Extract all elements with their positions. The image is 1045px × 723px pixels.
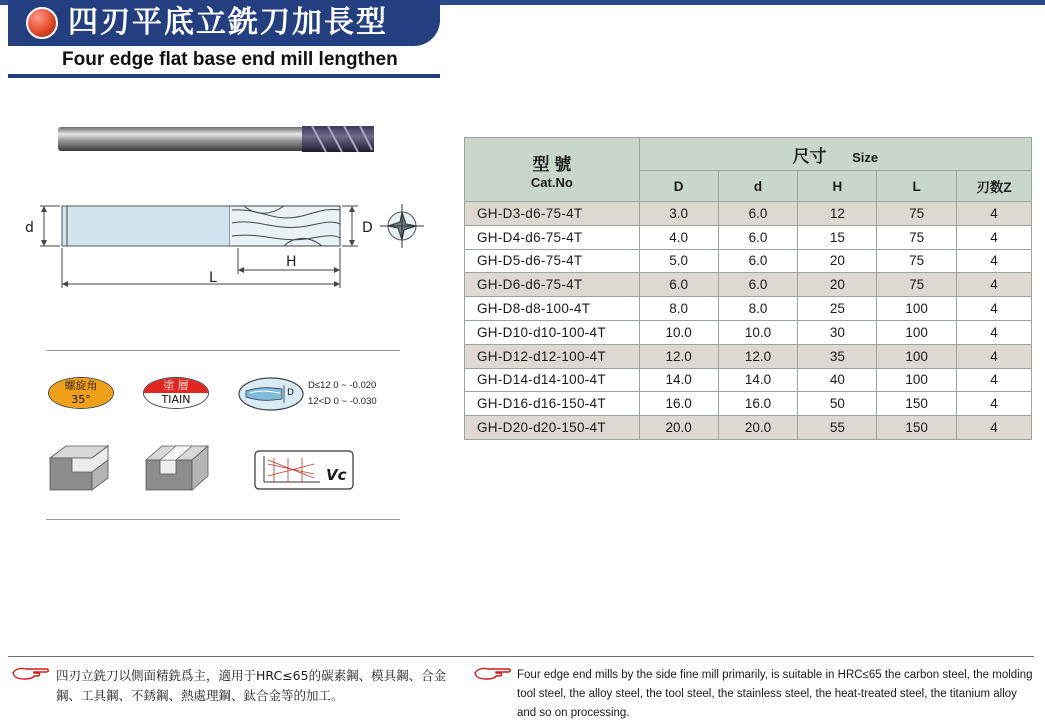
slot-milling-block-icon [142, 436, 212, 494]
cell-d: 14.0 [718, 368, 798, 392]
footer-description-en: Four edge end mills by the side fine mill primarily, is suitable in HRC≤65 the carbon steel, the molding tool steel, the alloy steel, the tool steel, the stainless steel, the heat-treated steel, the titanium alloy and so on processing. [517, 669, 1033, 719]
cell-D: 5.0 [639, 249, 718, 273]
cell-cat: GH-D8-d8-100-4T [465, 297, 640, 321]
spec-table [464, 137, 1032, 440]
table-row [465, 320, 1032, 344]
cell-Z: 4 [957, 416, 1032, 440]
cell-cat: GH-D14-d14-100-4T [465, 368, 640, 392]
cell-H: 35 [798, 344, 877, 368]
cell-cat: GH-D6-d6-75-4T [465, 273, 640, 297]
cell-D: 6.0 [639, 273, 718, 297]
cell-D: 16.0 [639, 392, 718, 416]
cell-L: 150 [877, 392, 957, 416]
cell-cat: GH-D20-d20-150-4T [465, 416, 640, 440]
end-mill-dimension-drawing [22, 188, 430, 296]
cell-Z: 4 [957, 249, 1032, 273]
cell-Z: 4 [957, 202, 1032, 226]
title-underline [8, 74, 440, 78]
cell-Z: 4 [957, 392, 1032, 416]
coating-label: 塗 層 [144, 378, 208, 393]
table-row [465, 344, 1032, 368]
cell-H: 25 [798, 297, 877, 321]
footer-description-cn: 四刃立銑刀以側面精銑爲主，適用于HRC≤65的碳素鋼、模具鋼、合金鋼、工具鋼、不銹鋼、熱處理鋼、鈦合金等的加工。 [56, 668, 447, 703]
cell-L: 75 [877, 249, 957, 273]
catno-header [465, 138, 640, 202]
table-row [465, 392, 1032, 416]
cell-D: 12.0 [639, 344, 718, 368]
dim-label-d: d [25, 220, 34, 236]
coating-value: TIAIN [144, 393, 208, 408]
cell-H: 20 [798, 249, 877, 273]
cell-d: 16.0 [718, 392, 798, 416]
cell-cat: GH-D3-d6-75-4T [465, 202, 640, 226]
cell-cat: GH-D5-d6-75-4T [465, 249, 640, 273]
helix-angle-value: 35° [49, 393, 113, 408]
dim-label-H: H [286, 254, 297, 270]
dim-label-L: L [209, 270, 217, 286]
table-row [465, 416, 1032, 440]
coating-badge [143, 377, 209, 409]
cell-L: 100 [877, 344, 957, 368]
table-row [465, 273, 1032, 297]
size-header-cn: 尺寸 [792, 146, 827, 166]
cell-d: 6.0 [718, 249, 798, 273]
footer-divider [8, 656, 1034, 657]
cell-L: 75 [877, 273, 957, 297]
helix-angle-label: 螺旋角 [49, 378, 113, 393]
cell-d: 10.0 [718, 320, 798, 344]
cell-D: 10.0 [639, 320, 718, 344]
cell-L: 100 [877, 368, 957, 392]
cell-L: 100 [877, 297, 957, 321]
cell-H: 30 [798, 320, 877, 344]
table-row [465, 202, 1032, 226]
cell-d: 6.0 [718, 273, 798, 297]
cell-cat: GH-D12-d12-100-4T [465, 344, 640, 368]
cell-H: 50 [798, 392, 877, 416]
cell-Z: 4 [957, 297, 1032, 321]
col-header-H: H [798, 171, 877, 202]
catno-header-cn: 型 號 [532, 154, 572, 174]
cell-d: 12.0 [718, 344, 798, 368]
helix-angle-badge [48, 377, 114, 409]
page-subtitle: Four edge flat base end mill lengthen [62, 49, 398, 70]
table-row [465, 368, 1032, 392]
table-row [465, 225, 1032, 249]
side-milling-block-icon [46, 436, 112, 494]
cell-D: 3.0 [639, 202, 718, 226]
cell-cat: GH-D16-d16-150-4T [465, 392, 640, 416]
table-row [465, 249, 1032, 273]
cell-d: 8.0 [718, 297, 798, 321]
cell-Z: 4 [957, 273, 1032, 297]
cutting-speed-label: Vc [326, 466, 347, 484]
col-header-d: d [718, 171, 798, 202]
feature-divider-top [46, 350, 400, 351]
cell-D: 8.0 [639, 297, 718, 321]
cell-cat: GH-D4-d6-75-4T [465, 225, 640, 249]
cell-d: 20.0 [718, 416, 798, 440]
cell-H: 20 [798, 273, 877, 297]
dim-label-D: D [362, 220, 373, 236]
cell-d: 6.0 [718, 225, 798, 249]
cell-H: 55 [798, 416, 877, 440]
tolerance-line-2: 12<D 0 ~ -0.030 [308, 396, 377, 407]
tolerance-D-label: D [287, 388, 294, 398]
pointing-hand-icon [474, 666, 512, 680]
cell-H: 40 [798, 368, 877, 392]
cell-Z: 4 [957, 368, 1032, 392]
tolerance-icon [238, 377, 304, 411]
cell-Z: 4 [957, 344, 1032, 368]
page-title: 四刃平底立銑刀加長型 [68, 5, 388, 40]
cell-D: 4.0 [639, 225, 718, 249]
cell-Z: 4 [957, 320, 1032, 344]
tolerance-line-1: D≤12 0 ~ -0.020 [308, 380, 377, 391]
cell-cat: GH-D10-d10-100-4T [465, 320, 640, 344]
feature-divider-bottom [46, 519, 400, 520]
cell-D: 20.0 [639, 416, 718, 440]
end-mill-photo [56, 122, 378, 156]
title-band [8, 0, 440, 46]
cell-L: 100 [877, 320, 957, 344]
size-header-en: Size [852, 149, 879, 165]
cell-L: 75 [877, 225, 957, 249]
cell-H: 12 [798, 202, 877, 226]
cell-D: 14.0 [639, 368, 718, 392]
cell-L: 150 [877, 416, 957, 440]
cell-d: 6.0 [718, 202, 798, 226]
table-row [465, 297, 1032, 321]
catno-header-en: Cat.No [530, 174, 573, 190]
col-header-Z: 刃数Z [957, 171, 1032, 202]
col-header-L: L [877, 171, 957, 202]
cell-H: 15 [798, 225, 877, 249]
cell-Z: 4 [957, 225, 1032, 249]
size-header [639, 138, 1031, 171]
pointing-hand-icon [12, 666, 50, 680]
cell-L: 75 [877, 202, 957, 226]
title-bullet-icon [26, 7, 58, 39]
col-header-D: D [639, 171, 718, 202]
